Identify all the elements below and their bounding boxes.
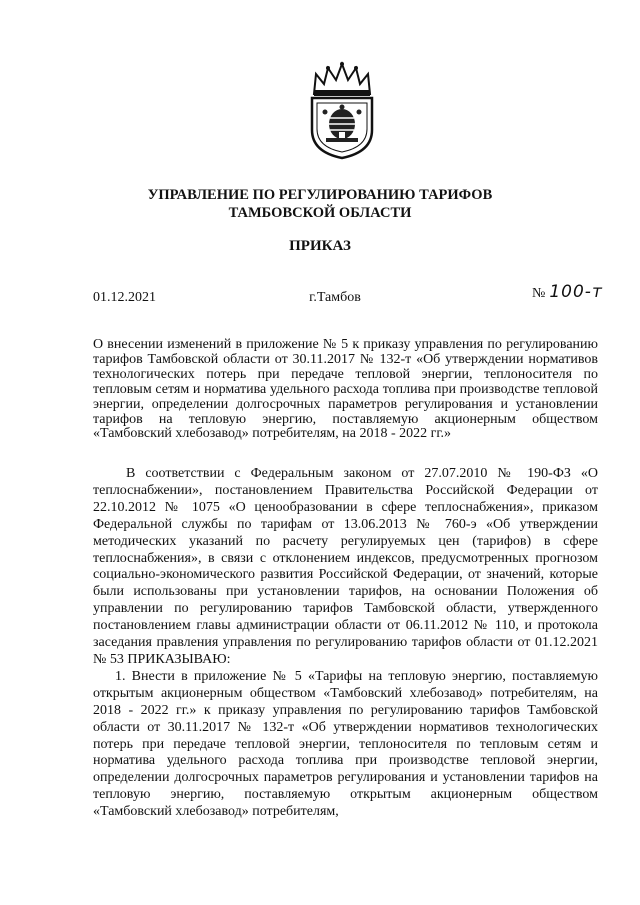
point-1-paragraph: 1. Внести в приложение № 5 «Тарифы на тепловую энергию, поставляемую открытым акционерным обществом «Тамбовский хлебозавод» потребителям, на 2018 - 2022 гг.» к приказу управления по регулированию тарифов Тамбовской области от 30.11.2017 № 132-т «Об утверждении нормативов технологических потерь при передаче тепловой энергии, теплоносителя по тепловым сетям и норматива удельного расхода топлива при производстве тепловой энергии, определении долгосрочных параметров регулирования и установлении тарифов на тепловую энергию, поставляемую открытым акционерным обществом «Тамбовский хлебозавод» потребителям, [93,668,598,820]
agency-name-line1: УПРАВЛЕНИЕ ПО РЕГУЛИРОВАНИЮ ТАРИФОВ [147,187,493,203]
agency-name-line2: ТАМБОВСКОЙ ОБЛАСТИ [228,205,412,221]
agency-name [0,186,640,222]
document-date: 01.12.2021 [93,290,156,305]
document-title: О внесении изменений в приложение № 5 к приказу управления по регулированию тарифов Тамбовской области от 30.11.2017 № 132-т «Об утверждении нормативов технологических потерь при передаче тепловой энергии, теплоносителя по тепловым сетям и норматива удельного расхода топлива при производстве тепловой энергии, определении долгосрочных параметров регулирования и установлении тарифов на тепловую энергию, поставляемую акционерным обществом «Тамбовский хлебозавод» потребителям, на 2018 - 2022 гг.» [93,337,598,442]
document-type: ПРИКАЗ [289,238,351,254]
document-city: г.Тамбов [309,290,361,305]
preamble-paragraph: В соответствии с Федеральным законом от 27.07.2010 № 190-ФЗ «О теплоснабжении», постановлением Правительства Российской Федерации от 22.10.2012 № 1075 «О ценообразовании в сфере теплоснабжения», приказом Федеральной службы по тарифам от 13.06.2013 № 760-э «Об утверждении методических указаний по расчету регулируемых цен (тарифов) в сфере теплоснабжения», в связи с отклонением индексов, предусмотренных прогнозом социально-экономического развития Российской Федерации, от значений, которые были использованы при установлении тарифов, на основании Положения об управлении по регулированию тарифов Тамбовской области, утвержденного постановлением главы администрации области от 06.11.2012 № 110, и протокола заседания правления управления по регулированию тарифов области от 01.12.2021 № 53 ПРИКАЗЫВАЮ: [93,466,598,667]
number-sign: № [532,286,546,301]
handwritten-number: 100-т [549,282,603,302]
document-body [93,466,598,821]
document-number [532,282,603,302]
tambov-coat-of-arms-icon [300,60,384,160]
